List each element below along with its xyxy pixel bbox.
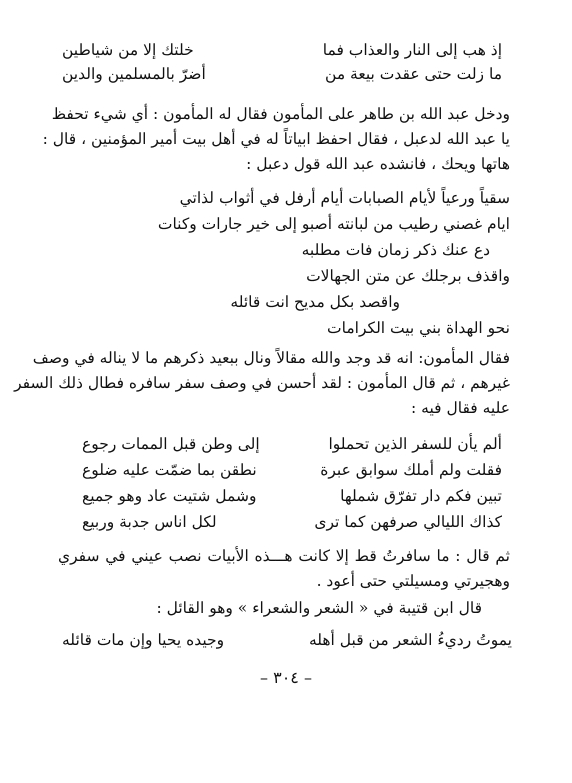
- verse-line: [82, 486, 502, 508]
- poem-line: واقذف برجلك عن متن الجهالات: [306, 267, 510, 285]
- poem-line: دع عنك ذكر زمان فات مطلبه: [301, 241, 490, 259]
- page-number: – ٣٠٤ –: [260, 668, 312, 687]
- verse-line: [62, 64, 502, 86]
- paragraph-line: ودخل عبد الله بن طاهر على المأمون فقال له المأمون : أي شيء تحفظ: [51, 105, 510, 123]
- verse-line: [62, 40, 502, 62]
- verse-line: [82, 460, 502, 482]
- paragraph-line: عليه فقال فيه :: [410, 399, 510, 417]
- poem-line: نحو الهداة بني بيت الكرامات: [327, 319, 510, 337]
- paragraph-line: غيرهم ، ثم قال المأمون : لقد أحسن في وصف سفر سافره فطال ذلك السفر: [14, 374, 510, 392]
- paragraph-line: ثم قال : ما سافرتُ قط إلا كانت هـــذه الأبيات نصب عيني في سفري: [58, 547, 510, 565]
- paragraph-line: هاتها ويحك ، فانشده عبد الله قول دعبل :: [246, 155, 510, 173]
- verse-right-hemistich: ألم يأن للسفر الذين تحملوا: [328, 435, 502, 453]
- verse-left-hemistich: أضرّ بالمسلمين والدين: [62, 65, 206, 83]
- verse-left-hemistich: خلتك إلا من شياطين: [62, 41, 194, 59]
- verse-line: [62, 630, 512, 652]
- verse-right-hemistich: ما زلت حتى عقدت بيعة من: [325, 65, 502, 83]
- paragraph-line: قال ابن قتيبة في « الشعر والشعراء » وهو القائل :: [156, 599, 482, 617]
- verse-right-hemistich: فقلت ولم أملك سوابق عبرة: [320, 461, 502, 479]
- verse-right-hemistich: كذاك الليالي صرفهن كما ترى: [314, 513, 502, 531]
- verse-left-hemistich: لكل اناس جدبة وربيع: [82, 513, 217, 531]
- poem-line: سقياً ورعياً لأيام الصبابات أيام أرفل في أثواب لذاتي: [179, 189, 510, 207]
- verse-left-hemistich: وجيده يحيا وإن مات قائله: [62, 631, 225, 649]
- verse-right-hemistich: تبين فكم دار تفرّق شملها: [340, 487, 502, 505]
- paragraph-line: وهجيرتي ومسيلتي حتى أعود .: [316, 572, 510, 590]
- verse-left-hemistich: وشمل شتيت عاد وهو جميع: [82, 487, 257, 505]
- paragraph-line: فقال المأمون: انه قد وجد والله مقالاً ونال ببعيد ذكرهم ما لا يناله في وصف: [32, 349, 510, 367]
- verse-line: [82, 434, 502, 456]
- poem-line: ايام غصني رطيب من لبانته أصبو إلى خير جارات وكنات: [157, 215, 510, 233]
- paragraph-line: يا عبد الله لدعبل ، فقال احفظ ابياتاً له في أهل بيت أمير المؤمنين ، قال :: [42, 130, 510, 148]
- verse-left-hemistich: إلى وطن قبل الممات رجوع: [82, 435, 260, 453]
- verse-right-hemistich: إذ هب إلى النار والعذاب فما: [322, 41, 502, 59]
- poem-line: واقصد بكل مديح انت قائله: [230, 293, 400, 311]
- verse-left-hemistich: نطقن بما ضمّت عليه ضلوع: [82, 461, 257, 479]
- verse-line: [82, 512, 502, 534]
- verse-right-hemistich: يموتُ رديءُ الشعر من قبل أهله: [308, 631, 512, 649]
